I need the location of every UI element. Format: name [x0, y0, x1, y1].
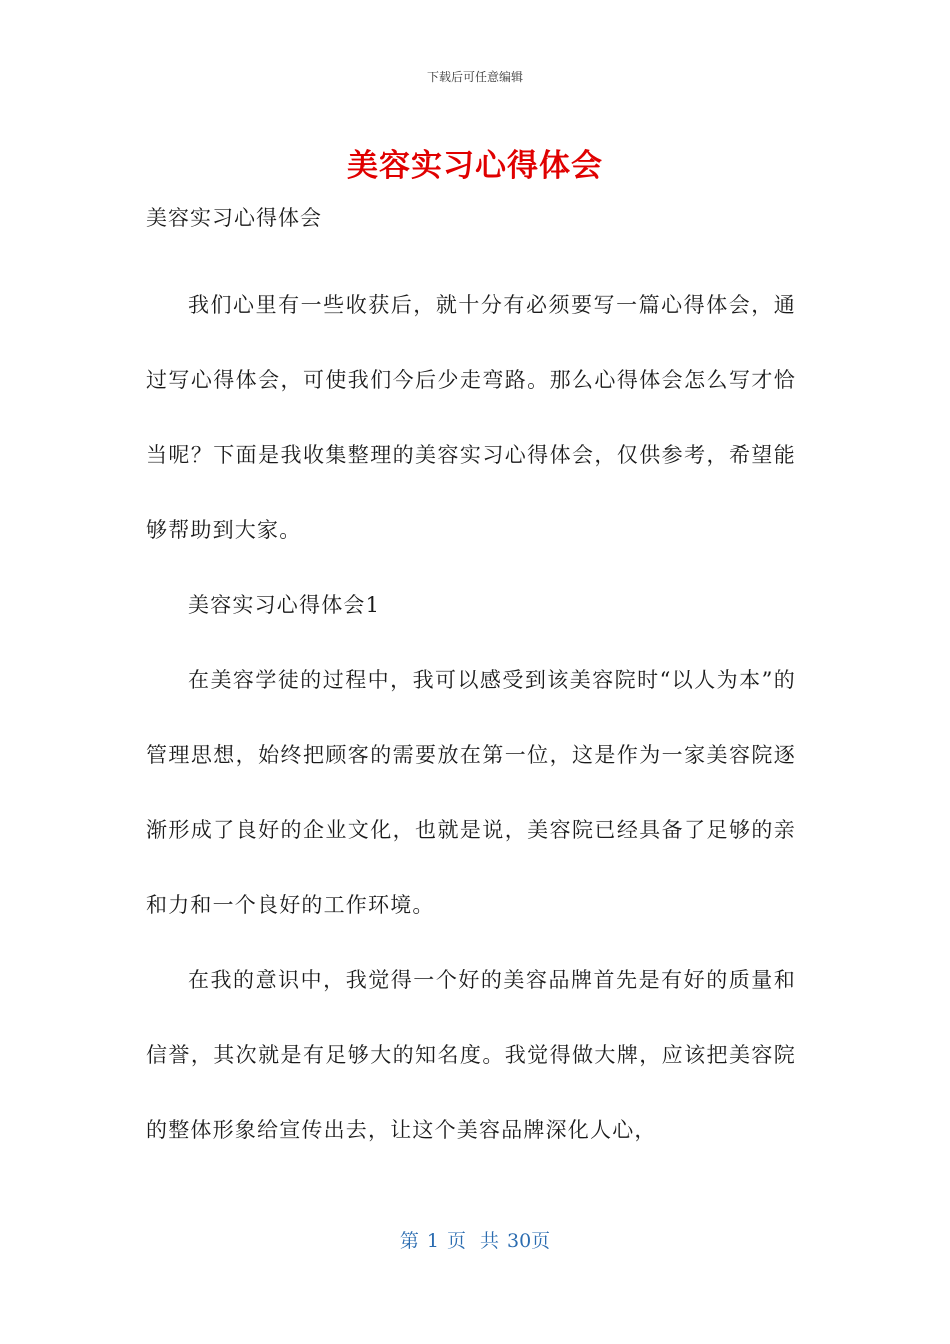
footer-total-pages: 30页	[506, 1230, 551, 1252]
document-body	[146, 268, 796, 1168]
intro-paragraph: 我们心里有一些收获后，就十分有必须要写一篇心得体会，通过写心得体会，可使我们今后少走弯路。那么心得体会怎么写才恰当呢？下面是我收集整理的美容实习心得体会，仅供参考，希望能够帮助到大家。	[146, 293, 796, 542]
header-note: 下载后可任意编辑	[426, 70, 523, 84]
body-paragraph: 在我的意识中，我觉得一个好的美容品牌首先是有好的质量和信誉，其次就是有足够大的知名度。我觉得做大牌，应该把美容院的整体形象给宣传出去，让这个美容品牌深化人心，	[146, 968, 796, 1142]
document-subtitle: 美容实习心得体会	[146, 206, 322, 230]
document-title: 美容实习心得体会	[347, 148, 603, 184]
footer-middle: 页 共	[446, 1230, 499, 1252]
footer-page-number: 1	[426, 1230, 439, 1252]
page-footer	[0, 1226, 950, 1253]
body-paragraph: 在美容学徒的过程中，我可以感受到该美容院时“以人为本”的管理思想，始终把顾客的需要放在第一位，这是作为一家美容院逐渐形成了良好的企业文化，也就是说，美容院已经具备了足够的亲和力和一个良好的工作环境。	[146, 668, 796, 917]
section-heading: 美容实习心得体会1	[188, 593, 381, 617]
footer-prefix: 第	[399, 1230, 419, 1252]
